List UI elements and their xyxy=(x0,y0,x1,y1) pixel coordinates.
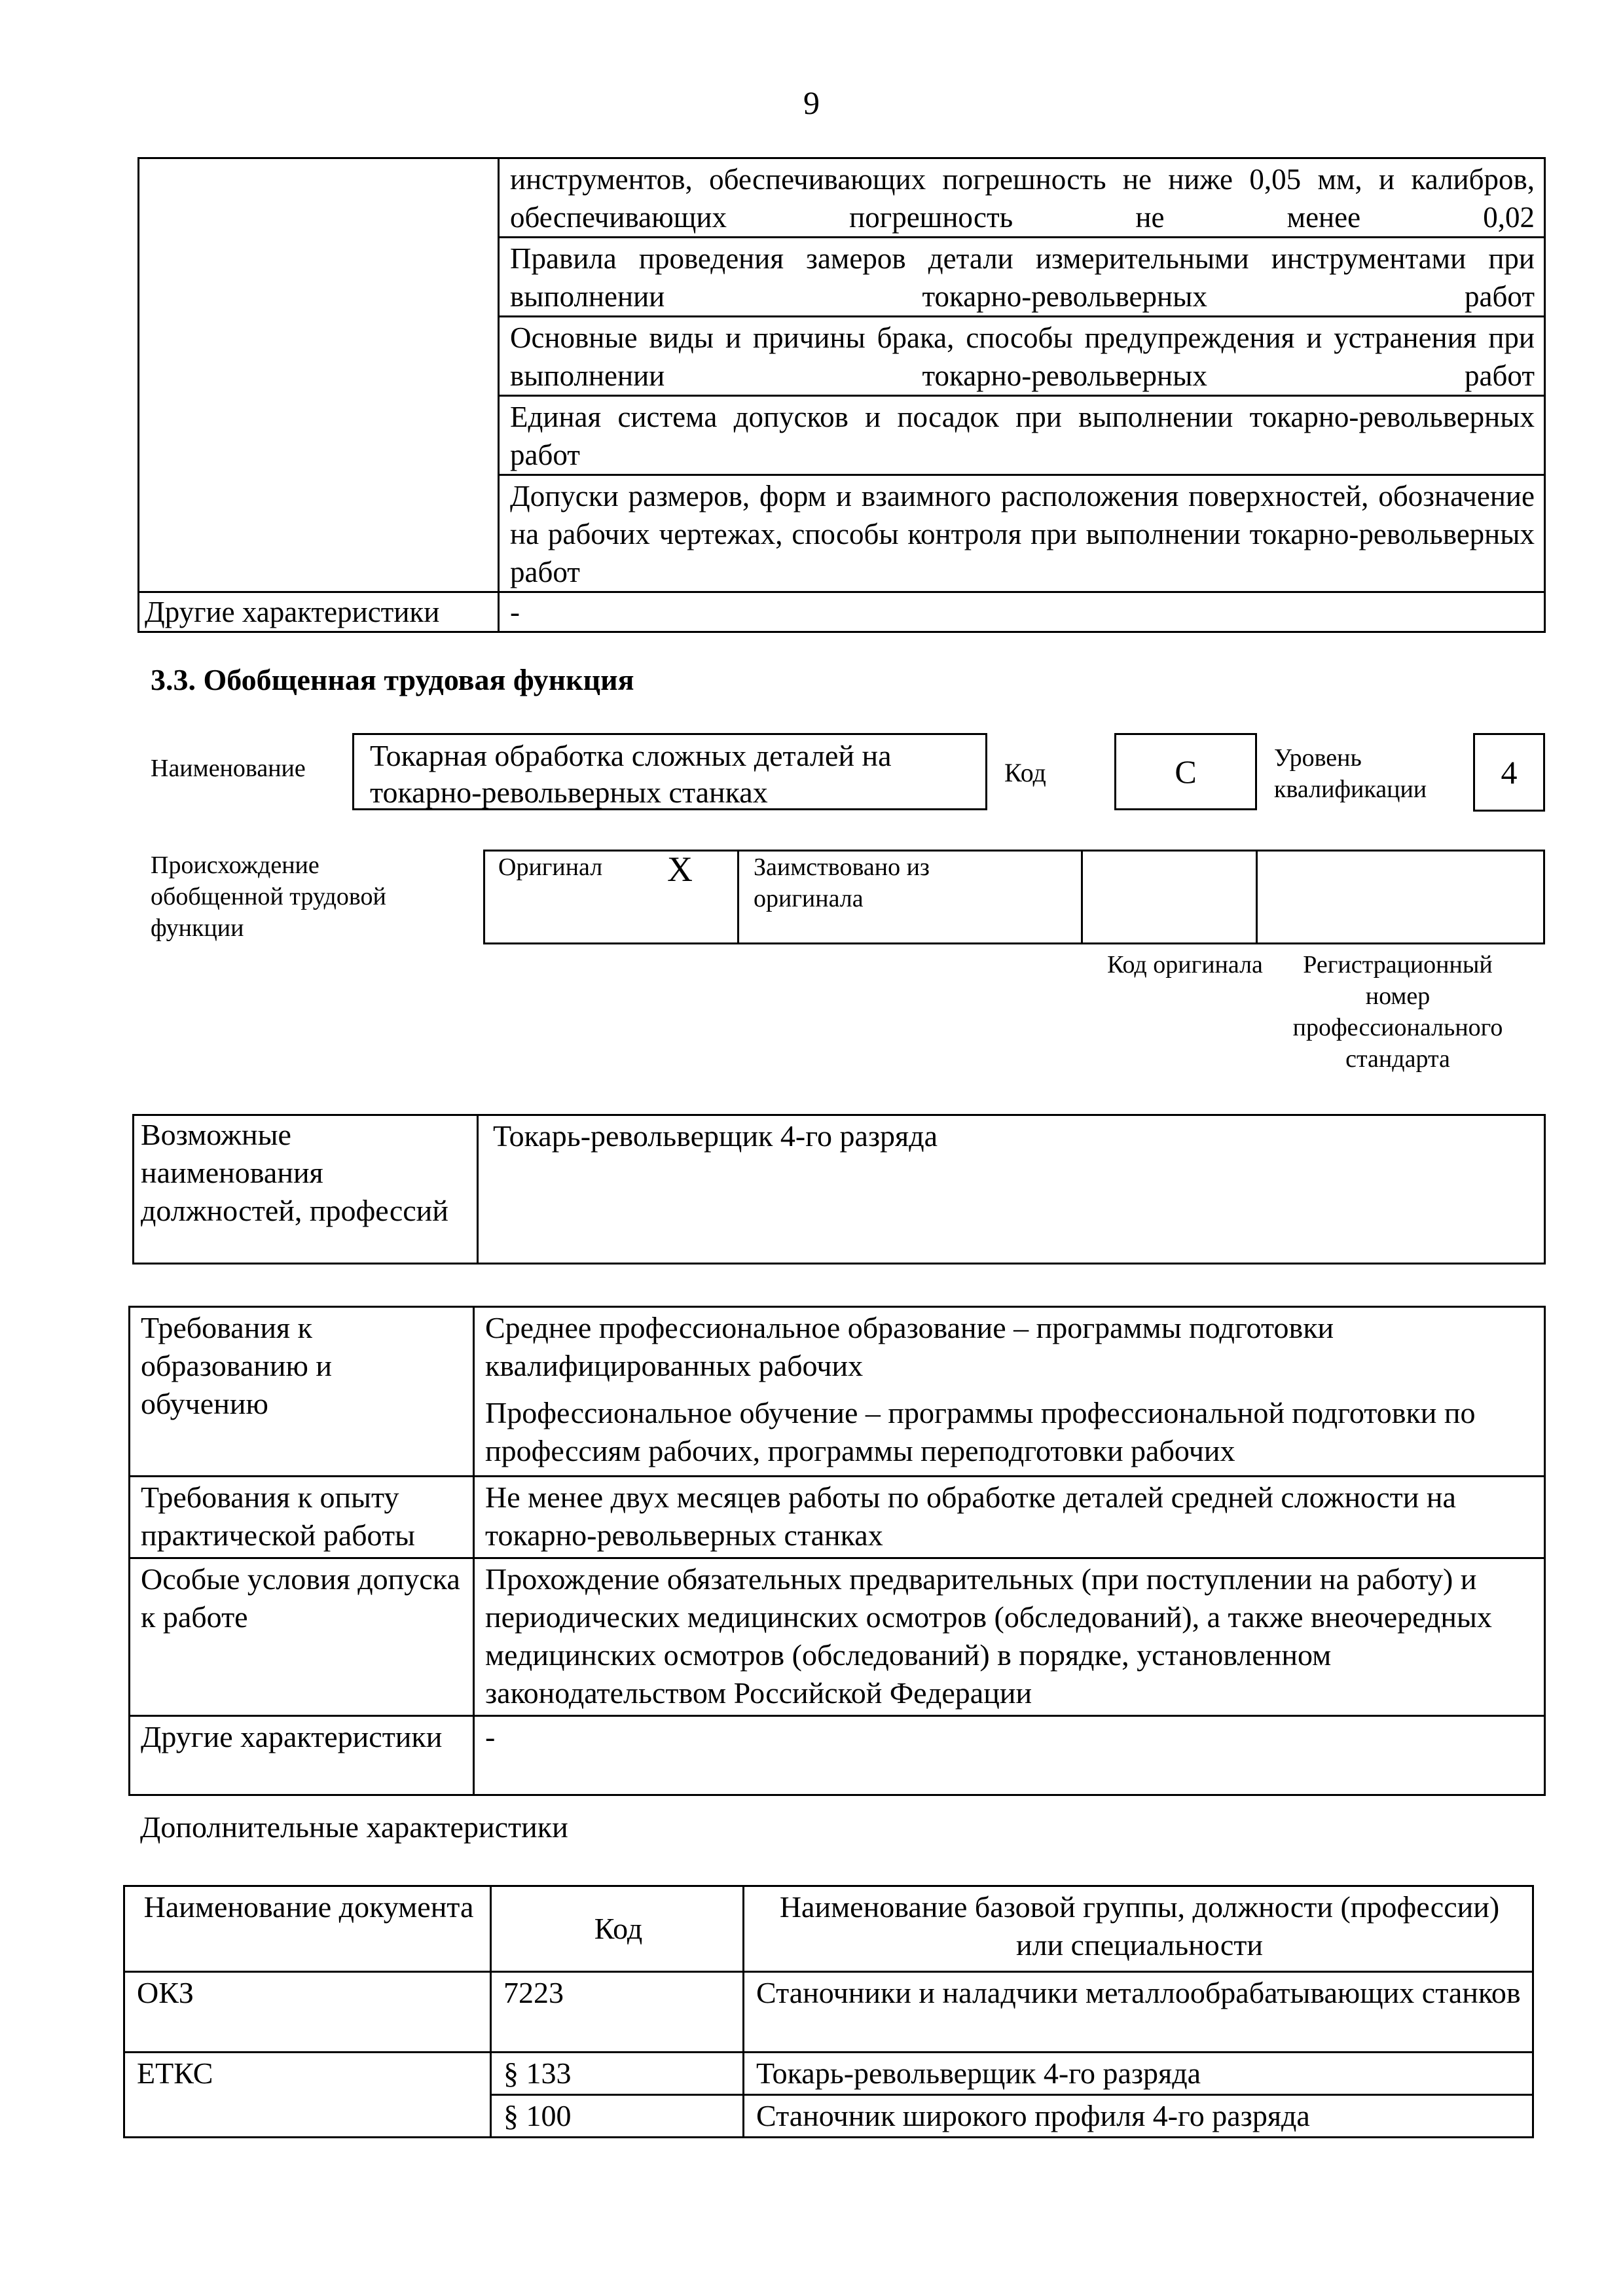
code-label: Код xyxy=(1004,758,1046,787)
row-document: ОКЗ xyxy=(124,1972,491,2053)
borrowed-label: Заимствовано из оригинала xyxy=(754,853,930,912)
original-mark: X xyxy=(667,850,693,889)
education-label: Требования к образованию и обучению xyxy=(130,1307,474,1477)
row-document: ЕТКС xyxy=(124,2053,491,2138)
row-code: § 133 xyxy=(491,2053,744,2095)
knowledge-item: Основные виды и причины брака, способы предупреждения и устранения при выполнении токарно-револьверных работ xyxy=(499,317,1545,396)
table-row xyxy=(130,1307,1545,1477)
row-group-name: Токарь-револьверщик 4-го разряда xyxy=(744,2053,1533,2095)
origin-label: Происхождение обобщенной трудовой функции xyxy=(151,852,386,942)
name-label: Наименование xyxy=(151,755,306,782)
level-label: Уровень квалификации xyxy=(1274,744,1427,803)
row-code: § 100 xyxy=(491,2095,744,2138)
knowledge-item: инструментов, обеспечивающих погрешность не ниже 0,05 мм, и калибров, обеспечивающих погрешность не менее 0,02 xyxy=(499,158,1545,238)
table-row xyxy=(130,1558,1545,1716)
other-characteristics-value: - xyxy=(499,592,1545,632)
divider xyxy=(1081,852,1083,944)
requirements-table xyxy=(128,1306,1546,1796)
education-value: Профессиональное обучение – программы профессиональной подготовки по профессиям рабочих, программы переподготовки рабочих xyxy=(485,1396,1476,1467)
original-code-caption: Код оригинала xyxy=(1107,951,1263,978)
table-row xyxy=(139,158,1545,238)
table-row xyxy=(124,1972,1533,2053)
original-label: Оригинал xyxy=(498,853,603,881)
knowledge-item: Правила проведения замеров детали измерительными инструментами при выполнении токарно-револьверных работ xyxy=(499,238,1545,317)
row-code: 7223 xyxy=(491,1972,744,2053)
page-number: 9 xyxy=(803,84,820,121)
divider xyxy=(1256,852,1258,944)
knowledge-item: Допуски размеров, форм и взаимного расположения поверхностей, обозначение на рабочих чертежах, способы контроля при выполнении токарно-револьверных работ xyxy=(499,475,1545,592)
registration-number-caption: Регистрационный номер профессионального стандарта xyxy=(1292,951,1503,1073)
origin-box xyxy=(483,850,1545,944)
code-value-box: C xyxy=(1114,733,1257,810)
other-label: Другие характеристики xyxy=(130,1716,474,1795)
continuation-table xyxy=(137,157,1546,633)
row-group-name: Станочники и наладчики металлообрабатывающих станков xyxy=(744,1972,1533,2053)
knowledge-item: Единая система допусков и посадок при выполнении токарно-револьверных работ xyxy=(499,396,1545,475)
education-value: Среднее профессиональное образование – программы подготовки квалифицированных рабочих xyxy=(485,1311,1334,1382)
empty-label-cell xyxy=(139,158,499,592)
education-values xyxy=(474,1307,1545,1477)
level-value-box: 4 xyxy=(1473,733,1545,812)
conditions-label: Особые условия допуска к работе xyxy=(130,1558,474,1716)
table-row xyxy=(130,1477,1545,1558)
other-characteristics-label: Другие характеристики xyxy=(139,592,499,632)
positions-label: Возможные наименования должностей, профессий xyxy=(134,1115,478,1264)
table-row xyxy=(124,2053,1533,2095)
table-row xyxy=(139,592,1545,632)
row-group-name: Станочник широкого профиля 4-го разряда xyxy=(744,2095,1533,2138)
additional-title: Дополнительные характеристики xyxy=(140,1810,568,1844)
header-code: Код xyxy=(491,1886,744,1972)
experience-label: Требования к опыту практической работы xyxy=(130,1477,474,1558)
positions-value: Токарь-револьверщик 4-го разряда xyxy=(478,1115,1545,1264)
table-row xyxy=(124,1886,1533,1972)
function-name-box: Токарная обработка сложных деталей на токарно-револьверных станках xyxy=(352,733,987,810)
additional-table xyxy=(123,1885,1534,2138)
conditions-value: Прохождение обязательных предварительных (при поступлении на работу) и периодических медицинских осмотров (обследований), а также внеочередных медицинских осмотров (обследований) в порядке, установленном законодательством Российской Федерации xyxy=(474,1558,1545,1716)
section-heading: 3.3. Обобщенная трудовая функция xyxy=(151,663,634,696)
table-row xyxy=(130,1716,1545,1795)
positions-table xyxy=(132,1114,1546,1265)
divider xyxy=(737,852,739,944)
other-value: - xyxy=(474,1716,1545,1795)
table-row xyxy=(134,1115,1545,1264)
header-document: Наименование документа xyxy=(124,1886,491,1972)
experience-value: Не менее двух месяцев работы по обработке деталей средней сложности на токарно-револьверных станках xyxy=(474,1477,1545,1558)
header-group-name: Наименование базовой группы, должности (профессии) или специальности xyxy=(744,1886,1533,1972)
